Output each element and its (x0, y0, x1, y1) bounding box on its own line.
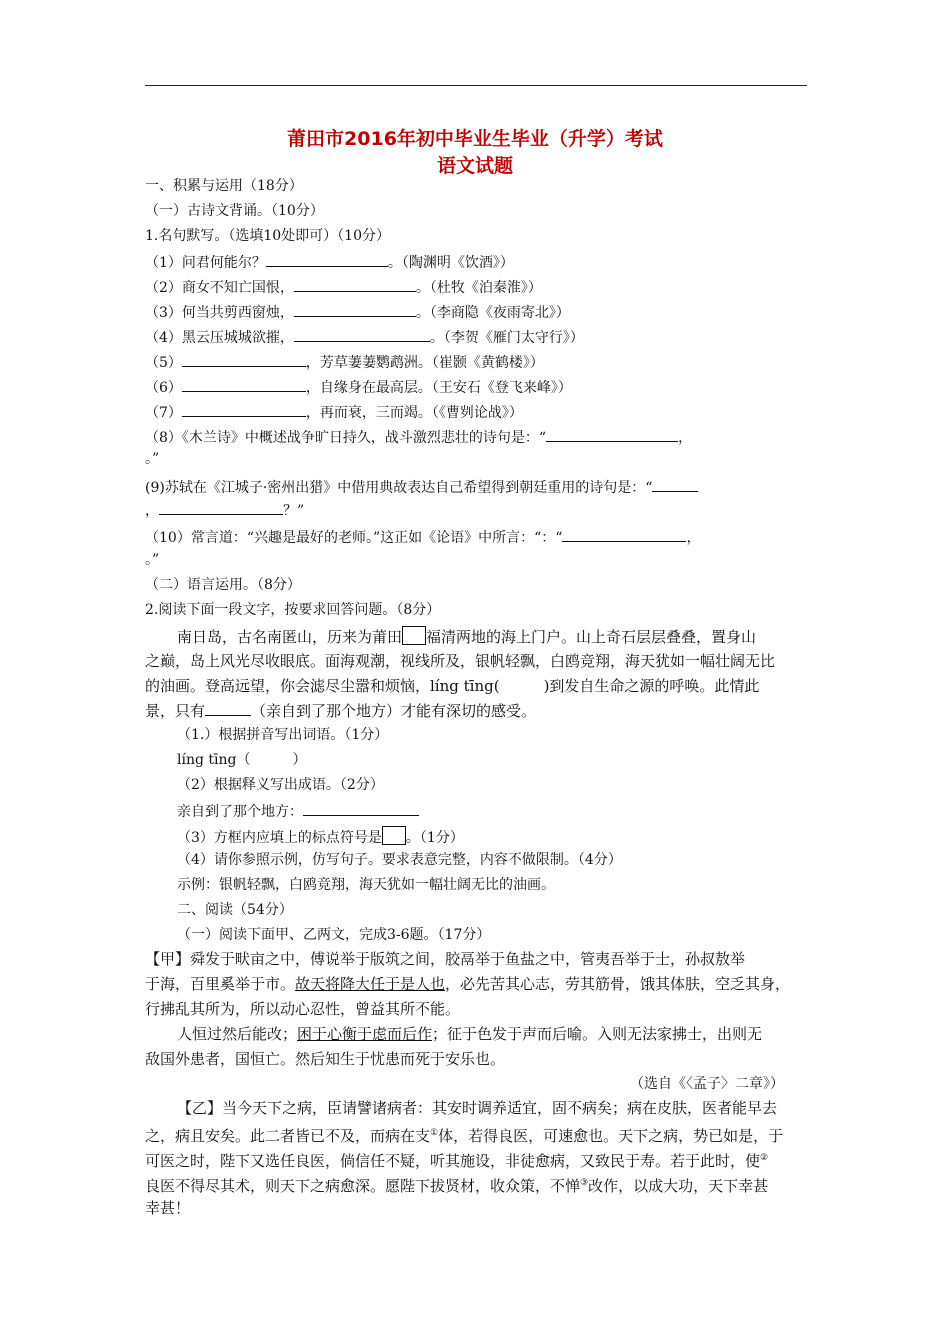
passage-line: 景，只有 （亲自到了那个地方）才能有深切的感受。 (145, 702, 537, 720)
sub-example: 示例：银帆轻飘，白鸥竞翔，海天犹如一幅壮阔无比的油画。 (177, 877, 555, 893)
answer-blank[interactable] (546, 427, 678, 442)
recite-item-10: （10）常言道：“兴趣是最好的老师。”这正如《论语》中所言：“：“ ， (145, 527, 700, 547)
yi-line: 可医之时，陛下又选任良医，倘信任不疑，听其施设，非徒愈病，又致民于寿。若于此时，使② (145, 1152, 769, 1170)
answer-blank[interactable] (294, 277, 416, 292)
recite-item-7: （7） ，再而衰，三而竭。（《曹刿论战》） (145, 402, 523, 422)
recite-item-6: （6） ，自缘身在最高层。（王安石《登飞来峰》） (145, 377, 572, 397)
recite-item-4: （4）黑云压城城欲摧， 。（李贺《雁门太守行》） (145, 327, 584, 347)
recite-item-8: （8）《木兰诗》中概述战争旷日持久，战斗激烈悲壮的诗句是：“ ， (145, 427, 692, 447)
answer-blank[interactable] (652, 477, 698, 492)
source-note: （选自《〈孟子〉二章》） (630, 1076, 784, 1092)
section-heading: 一、积累与运用（18分） (145, 178, 303, 194)
passage-line: 的油画。登高远望，你会滤尽尘嚣和烦恼，líng tīng( )到发自生命之源的呼唤。此情此 (145, 677, 760, 695)
answer-blank[interactable] (182, 352, 306, 367)
punctuation-box[interactable] (402, 626, 426, 645)
part-heading: （一）古诗文背诵。（10分） (145, 203, 324, 219)
sub-answer-1: líng tīng（ ） (177, 752, 307, 768)
footnote-mark: ① (430, 1128, 439, 1138)
underlined-sentence: 困于心衡于虑而后作 (297, 1025, 433, 1043)
passage-line: 南日岛，古名南匿山，历来为莆田 福清两地的海上门户。山上奇石层层叠叠，置身山 (177, 628, 757, 646)
jia-line: 人恒过然后能改；困于心衡于虑而后作；征于色发于声而后喻。入则无法家拂士，出则无 (177, 1025, 763, 1043)
answer-blank[interactable] (294, 327, 430, 342)
footnote-mark: ③ (580, 1178, 589, 1188)
answer-blank[interactable] (159, 500, 283, 515)
punctuation-box[interactable] (382, 826, 406, 845)
yi-line: 【乙】当今天下之病，臣请譬诸病者：其安时调养适宜，固不病矣；病在皮肤，医者能早去 (177, 1099, 778, 1117)
recite-item-1: （1）问君何能尔？ 。（陶渊明《饮酒》） (145, 252, 514, 272)
answer-blank[interactable] (303, 801, 419, 816)
answer-blank[interactable] (562, 527, 686, 542)
jia-line: 行拂乱其所为，所以动心忍性，曾益其所不能。 (145, 1000, 461, 1018)
yi-line: 之，病且安矣。此二者皆已不及，而病在支①体，若得良医，可速愈也。天下之病，势已如是，于 (145, 1127, 784, 1145)
yi-line: 幸甚！ (145, 1199, 191, 1217)
recite-item-5: （5） ，芳草萋萋鹦鹉洲。（崔颢《黄鹤楼》） (145, 352, 544, 372)
jia-line: 敌国外患者，国恒亡。然后知生于忧患而死于安乐也。 (145, 1050, 506, 1068)
answer-blank[interactable] (294, 302, 416, 317)
question-heading: 2.阅读下面一段文字，按要求回答问题。（8分） (145, 602, 441, 618)
recite-item-3: （3）何当共剪西窗烛， 。（李商隐《夜雨寄北》） (145, 302, 570, 322)
recite-item-8-end: 。” (145, 451, 160, 467)
top-rule (145, 85, 807, 86)
recite-item-9: (9)苏轼在《江城子·密州出猎》中借用典故表达自己希望得到朝廷重用的诗句是：“ (145, 477, 698, 497)
jia-line: 于海，百里奚举于市。故天将降大任于是人也，必先苦其心志，劳其筋骨，饿其体肤，空乏其身， (145, 975, 791, 993)
answer-blank[interactable] (266, 252, 388, 267)
sub-question-1: （1.）根据拼音写出词语。（1分） (177, 727, 389, 743)
yi-line: 良医不得尽其术，则天下之病愈深。愿陛下拔贤材，收众策，不惮③改作，以成大功，天下幸甚 (145, 1177, 769, 1195)
part-heading: （二）语言运用。（8分） (145, 577, 301, 593)
recite-item-9-line2: ， ？” (145, 500, 304, 520)
exam-subtitle: 语文试题 (436, 155, 513, 177)
sub-question-2: （2）根据释义写出成语。（2分） (177, 777, 384, 793)
sub-question-4: （4）请你参照示例，仿写句子。要求表意完整，内容不做限制。（4分） (177, 852, 622, 868)
question-heading: 1.名句默写。（选填10处即可）（10分） (145, 228, 390, 244)
passage-line: 之巅，岛上风光尽收眼底。面海观潮，视线所及，银帆轻飘，白鸥竞翔，海天犹如一幅壮阔无比 (145, 652, 776, 670)
answer-blank[interactable] (182, 402, 306, 417)
part-heading: （一）阅读下面甲、乙两文，完成3-6题。（17分） (177, 927, 491, 943)
jia-line: 【甲】舜发于畎亩之中，傅说举于版筑之间，胶鬲举于鱼盐之中，管夷吾举于士，孙叔敖举 (145, 950, 746, 968)
footnote-mark: ② (760, 1153, 769, 1163)
sub-question-3: （3）方框内应填上的标点符号是 。（1分） (177, 826, 464, 847)
underlined-sentence: 故天将降大任于是人也 (295, 975, 446, 993)
recite-item-10-end: 。” (145, 552, 160, 568)
answer-blank[interactable] (205, 701, 251, 716)
section-heading: 二、阅读（54分） (177, 902, 293, 918)
sub-answer-2: 亲自到了那个地方： (177, 801, 419, 821)
answer-blank[interactable] (182, 377, 306, 392)
recite-item-2: （2）商女不知亡国恨， 。（杜牧《泊秦淮》） (145, 277, 542, 297)
exam-title: 莆田市2016年初中毕业生毕业（升学）考试 (287, 128, 663, 150)
